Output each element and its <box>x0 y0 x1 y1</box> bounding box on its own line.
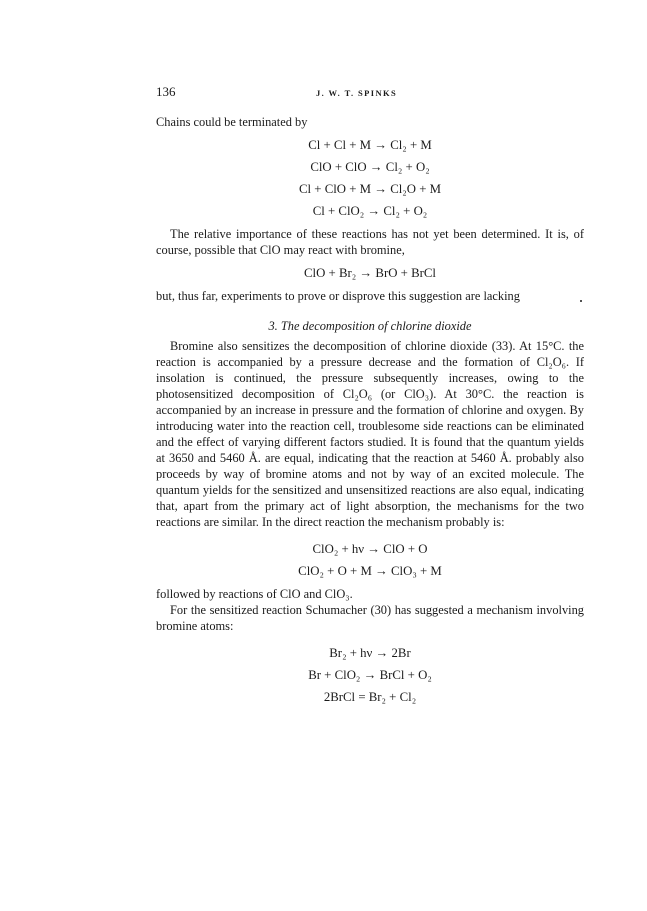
equation-termination-3: Cl + ClO + M → Cl₂O + M <box>298 182 441 196</box>
page-number: 136 <box>156 84 176 99</box>
equation-bromine: ClO + Br₂ → BrO + BrCl <box>304 266 436 280</box>
paragraph-sensitized: For the sensitized reaction Schumacher (30) has suggested a mechanism involving bromine atoms: <box>156 603 584 633</box>
stray-mark <box>156 304 584 310</box>
paragraph-thus-far: but, thus far, experiments to prove or disprove this suggestion are lacking <box>156 289 520 303</box>
section-title: 3. The decomposition of chlorine dioxide <box>268 319 472 333</box>
equation-sensitized-3: 2BrCl = Br₂ + Cl₂ <box>323 690 417 704</box>
intro-text: Chains could be terminated by <box>156 115 308 129</box>
paragraph-relative-importance: The relative importance of these reactions has not yet been determined. It is, of course, possible that ClO may react with bromine, <box>156 227 584 257</box>
paragraph-followed-by: followed by reactions of ClO and ClO₃. <box>156 587 353 601</box>
running-head: J. W. T. SPINKS <box>316 88 398 98</box>
equation-termination-1: Cl + Cl + M → Cl₂ + M <box>308 138 432 152</box>
equation-direct-1: ClO₂ + hν → ClO + O <box>312 542 428 556</box>
text-column <box>156 84 584 708</box>
stray-dot <box>580 300 582 302</box>
page-header <box>156 84 584 102</box>
equation-sensitized-1: Br₂ + hν → 2Br <box>329 646 411 660</box>
equation-termination-2: ClO + ClO → Cl₂ + O₂ <box>310 160 430 174</box>
equation-direct-2: ClO₂ + O + M → ClO₃ + M <box>298 564 442 578</box>
paragraph-chlorine-dioxide: Bromine also sensitizes the decomposition of chlorine dioxide (33). At 15°C. the reaction is accompanied by a pressure decrease and the formation of Cl₂O₆. If insolation is continued, the pressure subsequently increases, owing to the photosensitized decomposition of Cl₂O₆ (or ClO₃). At 30°C. the reaction is accompanied by an increase in pressure and the formation of chlorine and oxygen. By introducing water into the reaction cell, troublesome side reactions can be eliminated and the effect of varying different factors studied. It is found that the quantum yields at 3650 and 5460 Å. are equal, indicating that the reaction at 5460 Å. probably also proceeds by way of bromine atoms and not by way of an excited molecule. The quantum yields for the sensitized and unsensitized reactions are also equal, indicating that, apart from the primary act of light absorption, the mechanisms for the two reactions are similar. In the direct reaction the mechanism probably is: <box>156 339 584 529</box>
equation-termination-4: Cl + ClO₂ → Cl₂ + O₂ <box>312 204 428 218</box>
equation-sensitized-2: Br + ClO₂ → BrCl + O₂ <box>308 668 432 682</box>
